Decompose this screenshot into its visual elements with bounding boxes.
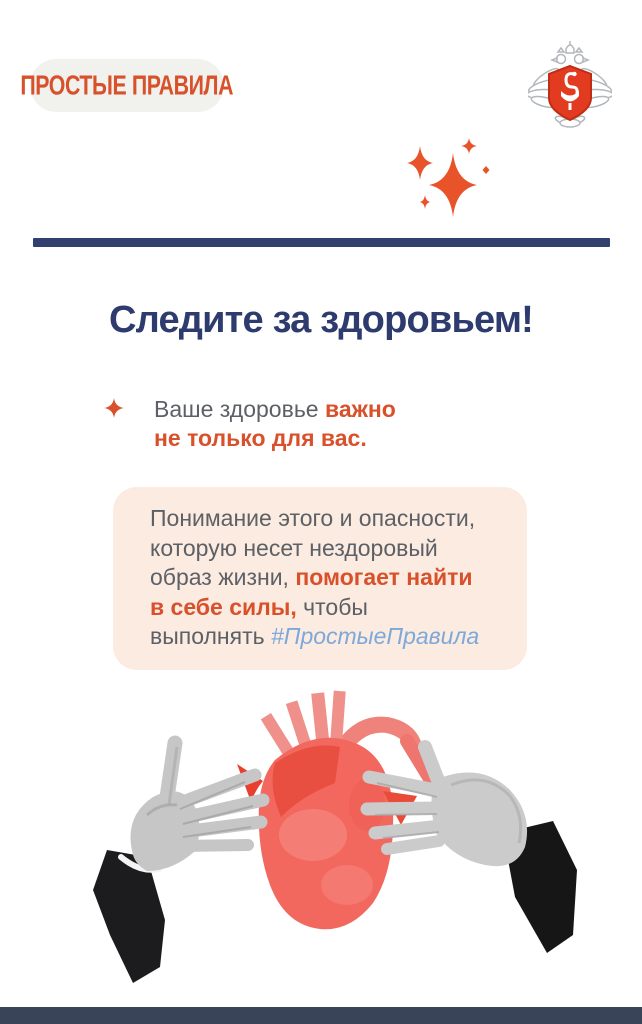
footer-bar bbox=[0, 1007, 642, 1024]
section-divider bbox=[33, 238, 610, 247]
left-hand bbox=[93, 743, 263, 983]
page-title: Следите за здоровьем! bbox=[108, 299, 534, 341]
panel-plain-2: чтобы выполнять bbox=[150, 593, 368, 649]
bullet-item bbox=[103, 395, 396, 453]
bullet-star-icon bbox=[103, 397, 125, 419]
info-panel bbox=[113, 487, 527, 670]
panel-text bbox=[150, 504, 486, 652]
bullet-line-1 bbox=[154, 395, 396, 424]
hands-heart-illustration bbox=[85, 685, 585, 995]
bullet-line1-plain: Ваше здоровье bbox=[154, 396, 325, 422]
panel-plain-1: Понимание этого и опасности, которую несет нездоровый образ жизни, bbox=[150, 505, 476, 590]
brand-badge bbox=[20, 59, 234, 112]
right-hand bbox=[367, 747, 577, 953]
brand-badge-label: ПРОСТЫЕ ПРАВИЛА bbox=[20, 69, 234, 101]
panel-emphasis: помогает найти в себе силы, bbox=[150, 564, 473, 620]
sparkle-cluster-icon bbox=[400, 138, 508, 224]
bullet-line1-emphasis: важно bbox=[324, 396, 396, 422]
bullet-text bbox=[154, 395, 396, 453]
panel-hashtag-link[interactable]: #ПростыеПравила bbox=[270, 623, 480, 649]
ministry-emblem-icon bbox=[528, 40, 612, 132]
bullet-line-2: не только для вас. bbox=[154, 425, 367, 451]
